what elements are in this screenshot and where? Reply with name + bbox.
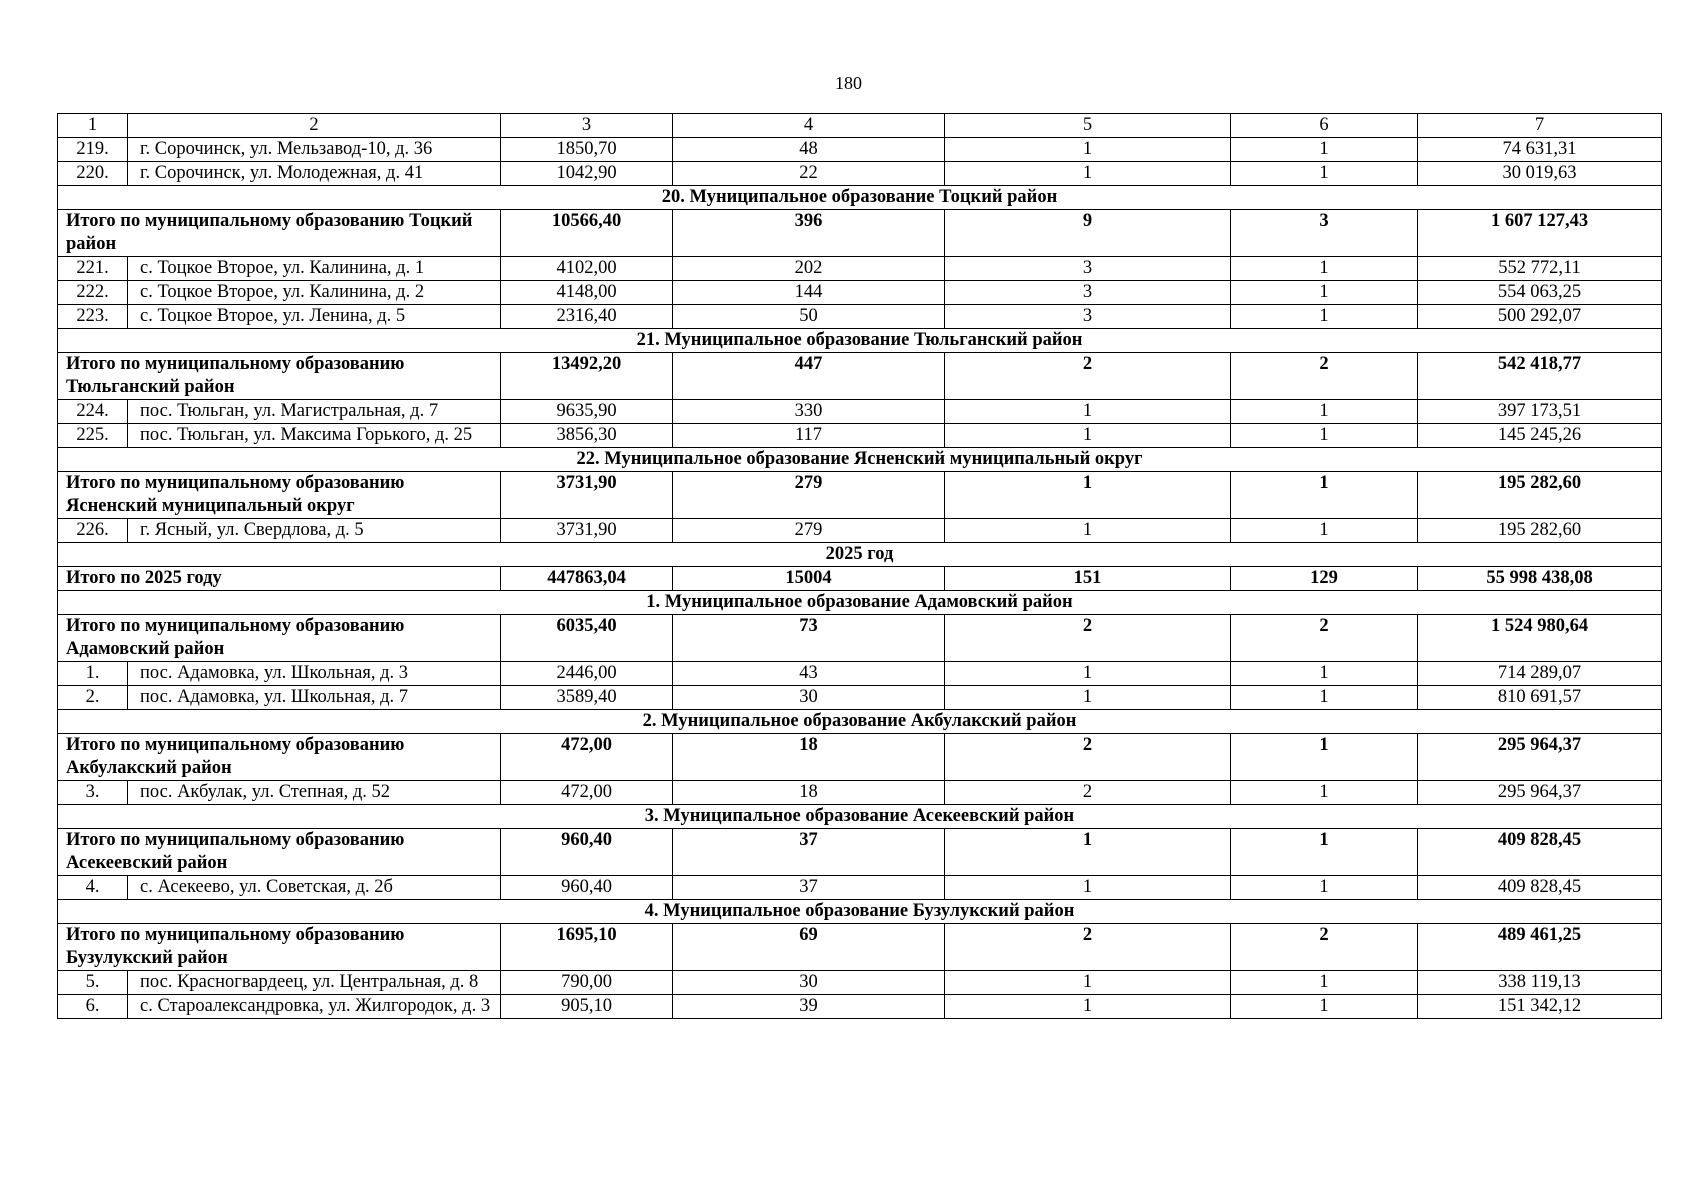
district-total-row <box>58 472 1662 519</box>
count-cell: 1 <box>1231 472 1418 519</box>
column-number: 3 <box>501 114 673 138</box>
cost-cell: 55 998 438,08 <box>1418 567 1662 591</box>
count-cell: 1 <box>945 662 1231 686</box>
residents-cell: 48 <box>673 138 945 162</box>
count-cell: 1 <box>1231 876 1418 900</box>
count-cell: 1 <box>945 519 1231 543</box>
address-cell: пос. Адамовка, ул. Школьная, д. 7 <box>128 686 501 710</box>
address-cell: г. Сорочинск, ул. Мельзавод-10, д. 36 <box>128 138 501 162</box>
cost-cell: 295 964,37 <box>1418 781 1662 805</box>
section-header-row <box>58 448 1662 472</box>
address-cell: с. Староалександровка, ул. Жилгородок, д. 3 <box>128 995 501 1019</box>
table-row <box>58 971 1662 995</box>
residents-cell: 279 <box>673 472 945 519</box>
cost-cell: 489 461,25 <box>1418 924 1662 971</box>
district-total-row <box>58 924 1662 971</box>
residents-cell: 30 <box>673 971 945 995</box>
cost-cell: 30 019,63 <box>1418 162 1662 186</box>
address-cell: г. Ясный, ул. Свердлова, д. 5 <box>128 519 501 543</box>
section-header-row <box>58 329 1662 353</box>
count-cell: 1 <box>945 138 1231 162</box>
table-row <box>58 995 1662 1019</box>
row-number: 224. <box>58 400 128 424</box>
count-cell: 1 <box>945 472 1231 519</box>
count-cell: 1 <box>1231 686 1418 710</box>
cost-cell: 714 289,07 <box>1418 662 1662 686</box>
area-cell: 3589,40 <box>501 686 673 710</box>
residents-cell: 22 <box>673 162 945 186</box>
cost-cell: 500 292,07 <box>1418 305 1662 329</box>
residents-cell: 330 <box>673 400 945 424</box>
area-cell: 1695,10 <box>501 924 673 971</box>
column-number: 4 <box>673 114 945 138</box>
table-row <box>58 781 1662 805</box>
area-cell: 3731,90 <box>501 472 673 519</box>
column-number: 5 <box>945 114 1231 138</box>
count-cell: 1 <box>1231 519 1418 543</box>
column-number: 7 <box>1418 114 1662 138</box>
residents-cell: 15004 <box>673 567 945 591</box>
section-header-row <box>58 186 1662 210</box>
area-cell: 10566,40 <box>501 210 673 257</box>
row-number: 225. <box>58 424 128 448</box>
table-row <box>58 162 1662 186</box>
cost-cell: 195 282,60 <box>1418 519 1662 543</box>
table-row <box>58 424 1662 448</box>
cost-cell: 151 342,12 <box>1418 995 1662 1019</box>
count-cell: 1 <box>1231 662 1418 686</box>
residents-cell: 144 <box>673 281 945 305</box>
row-number: 220. <box>58 162 128 186</box>
area-cell: 472,00 <box>501 734 673 781</box>
table-row <box>58 305 1662 329</box>
column-number-row <box>58 114 1662 138</box>
residents-cell: 396 <box>673 210 945 257</box>
row-number: 219. <box>58 138 128 162</box>
column-number: 6 <box>1231 114 1418 138</box>
area-cell: 4148,00 <box>501 281 673 305</box>
area-cell: 447863,04 <box>501 567 673 591</box>
address-cell: г. Сорочинск, ул. Молодежная, д. 41 <box>128 162 501 186</box>
count-cell: 1 <box>1231 281 1418 305</box>
address-cell: с. Тоцкое Второе, ул. Калинина, д. 2 <box>128 281 501 305</box>
count-cell: 1 <box>1231 734 1418 781</box>
cost-cell: 1 607 127,43 <box>1418 210 1662 257</box>
area-cell: 4102,00 <box>501 257 673 281</box>
section-header-row <box>58 710 1662 734</box>
section-title: 1. Муниципальное образование Адамовский район <box>58 591 1662 615</box>
address-cell: пос. Акбулак, ул. Степная, д. 52 <box>128 781 501 805</box>
cost-cell: 1 524 980,64 <box>1418 615 1662 662</box>
cost-cell: 295 964,37 <box>1418 734 1662 781</box>
column-number: 2 <box>128 114 501 138</box>
table-body <box>58 114 1662 1019</box>
residents-cell: 279 <box>673 519 945 543</box>
address-cell: с. Тоцкое Второе, ул. Ленина, д. 5 <box>128 305 501 329</box>
section-header-row <box>58 591 1662 615</box>
section-title: 3. Муниципальное образование Асекеевский район <box>58 805 1662 829</box>
residents-cell: 50 <box>673 305 945 329</box>
district-total-row <box>58 353 1662 400</box>
area-cell: 2316,40 <box>501 305 673 329</box>
year-total-row <box>58 567 1662 591</box>
cost-cell: 145 245,26 <box>1418 424 1662 448</box>
district-total-row <box>58 829 1662 876</box>
cost-cell: 195 282,60 <box>1418 472 1662 519</box>
section-title: 4. Муниципальное образование Бузулукский район <box>58 900 1662 924</box>
count-cell: 3 <box>1231 210 1418 257</box>
cost-cell: 554 063,25 <box>1418 281 1662 305</box>
count-cell: 1 <box>945 424 1231 448</box>
area-cell: 3731,90 <box>501 519 673 543</box>
cost-cell: 542 418,77 <box>1418 353 1662 400</box>
row-number: 226. <box>58 519 128 543</box>
total-label: Итого по муниципальному образованию Адамовский район <box>58 615 501 662</box>
area-cell: 13492,20 <box>501 353 673 400</box>
area-cell: 960,40 <box>501 829 673 876</box>
year-title: 2025 год <box>58 543 1662 567</box>
row-number: 2. <box>58 686 128 710</box>
address-cell: пос. Адамовка, ул. Школьная, д. 3 <box>128 662 501 686</box>
column-number: 1 <box>58 114 128 138</box>
count-cell: 1 <box>1231 305 1418 329</box>
row-number: 6. <box>58 995 128 1019</box>
count-cell: 1 <box>1231 995 1418 1019</box>
residents-cell: 117 <box>673 424 945 448</box>
residents-cell: 43 <box>673 662 945 686</box>
table-row <box>58 138 1662 162</box>
section-header-row <box>58 805 1662 829</box>
residents-cell: 18 <box>673 734 945 781</box>
area-cell: 1850,70 <box>501 138 673 162</box>
table-row <box>58 400 1662 424</box>
row-number: 221. <box>58 257 128 281</box>
cost-cell: 409 828,45 <box>1418 876 1662 900</box>
count-cell: 2 <box>1231 615 1418 662</box>
residents-cell: 69 <box>673 924 945 971</box>
count-cell: 1 <box>1231 829 1418 876</box>
area-cell: 2446,00 <box>501 662 673 686</box>
row-number: 222. <box>58 281 128 305</box>
section-title: 2. Муниципальное образование Акбулакский район <box>58 710 1662 734</box>
count-cell: 1 <box>945 995 1231 1019</box>
cost-cell: 552 772,11 <box>1418 257 1662 281</box>
row-number: 5. <box>58 971 128 995</box>
area-cell: 472,00 <box>501 781 673 805</box>
residents-cell: 30 <box>673 686 945 710</box>
count-cell: 2 <box>945 615 1231 662</box>
count-cell: 3 <box>945 257 1231 281</box>
table-row <box>58 519 1662 543</box>
table-row <box>58 257 1662 281</box>
count-cell: 1 <box>945 162 1231 186</box>
table-row <box>58 686 1662 710</box>
cost-cell: 397 173,51 <box>1418 400 1662 424</box>
section-header-row <box>58 900 1662 924</box>
district-total-row <box>58 615 1662 662</box>
table-row <box>58 281 1662 305</box>
district-total-row <box>58 734 1662 781</box>
total-label: Итого по муниципальному образованию Бузулукский район <box>58 924 501 971</box>
address-cell: с. Тоцкое Второе, ул. Калинина, д. 1 <box>128 257 501 281</box>
area-cell: 905,10 <box>501 995 673 1019</box>
count-cell: 1 <box>1231 781 1418 805</box>
residents-cell: 18 <box>673 781 945 805</box>
residents-cell: 37 <box>673 829 945 876</box>
row-number: 4. <box>58 876 128 900</box>
total-label: Итого по муниципальному образованию Тоцкий район <box>58 210 501 257</box>
section-title: 20. Муниципальное образование Тоцкий район <box>58 186 1662 210</box>
count-cell: 1 <box>945 686 1231 710</box>
count-cell: 2 <box>1231 924 1418 971</box>
total-label: Итого по 2025 году <box>58 567 501 591</box>
residents-cell: 202 <box>673 257 945 281</box>
count-cell: 1 <box>1231 971 1418 995</box>
count-cell: 1 <box>1231 424 1418 448</box>
total-label: Итого по муниципальному образованию Тюльганский район <box>58 353 501 400</box>
count-cell: 2 <box>945 781 1231 805</box>
residents-cell: 447 <box>673 353 945 400</box>
residents-cell: 39 <box>673 995 945 1019</box>
count-cell: 3 <box>945 305 1231 329</box>
section-title: 22. Муниципальное образование Ясненский муниципальный округ <box>58 448 1662 472</box>
count-cell: 9 <box>945 210 1231 257</box>
row-number: 1. <box>58 662 128 686</box>
count-cell: 1 <box>1231 257 1418 281</box>
cost-cell: 810 691,57 <box>1418 686 1662 710</box>
address-cell: пос. Тюльган, ул. Максима Горького, д. 25 <box>128 424 501 448</box>
count-cell: 2 <box>945 353 1231 400</box>
total-label: Итого по муниципальному образованию Ясненский муниципальный округ <box>58 472 501 519</box>
count-cell: 2 <box>945 924 1231 971</box>
cost-cell: 74 631,31 <box>1418 138 1662 162</box>
area-cell: 3856,30 <box>501 424 673 448</box>
area-cell: 1042,90 <box>501 162 673 186</box>
total-label: Итого по муниципальному образованию Асекеевский район <box>58 829 501 876</box>
data-table <box>57 113 1662 1019</box>
count-cell: 2 <box>945 734 1231 781</box>
row-number: 3. <box>58 781 128 805</box>
year-header-row <box>58 543 1662 567</box>
count-cell: 1 <box>1231 138 1418 162</box>
cost-cell: 338 119,13 <box>1418 971 1662 995</box>
count-cell: 1 <box>1231 162 1418 186</box>
table-row <box>58 876 1662 900</box>
address-cell: пос. Тюльган, ул. Магистральная, д. 7 <box>128 400 501 424</box>
residents-cell: 73 <box>673 615 945 662</box>
count-cell: 3 <box>945 281 1231 305</box>
row-number: 223. <box>58 305 128 329</box>
total-label: Итого по муниципальному образованию Акбулакский район <box>58 734 501 781</box>
count-cell: 129 <box>1231 567 1418 591</box>
count-cell: 2 <box>1231 353 1418 400</box>
district-total-row <box>58 210 1662 257</box>
area-cell: 960,40 <box>501 876 673 900</box>
section-title: 21. Муниципальное образование Тюльганский район <box>58 329 1662 353</box>
count-cell: 1 <box>945 400 1231 424</box>
cost-cell: 409 828,45 <box>1418 829 1662 876</box>
table-row <box>58 662 1662 686</box>
residents-cell: 37 <box>673 876 945 900</box>
address-cell: пос. Красногвардеец, ул. Центральная, д. 8 <box>128 971 501 995</box>
count-cell: 1 <box>1231 400 1418 424</box>
count-cell: 1 <box>945 829 1231 876</box>
address-cell: с. Асекеево, ул. Советская, д. 2б <box>128 876 501 900</box>
area-cell: 9635,90 <box>501 400 673 424</box>
count-cell: 151 <box>945 567 1231 591</box>
page-number: 180 <box>835 73 862 93</box>
count-cell: 1 <box>945 971 1231 995</box>
area-cell: 6035,40 <box>501 615 673 662</box>
count-cell: 1 <box>945 876 1231 900</box>
area-cell: 790,00 <box>501 971 673 995</box>
